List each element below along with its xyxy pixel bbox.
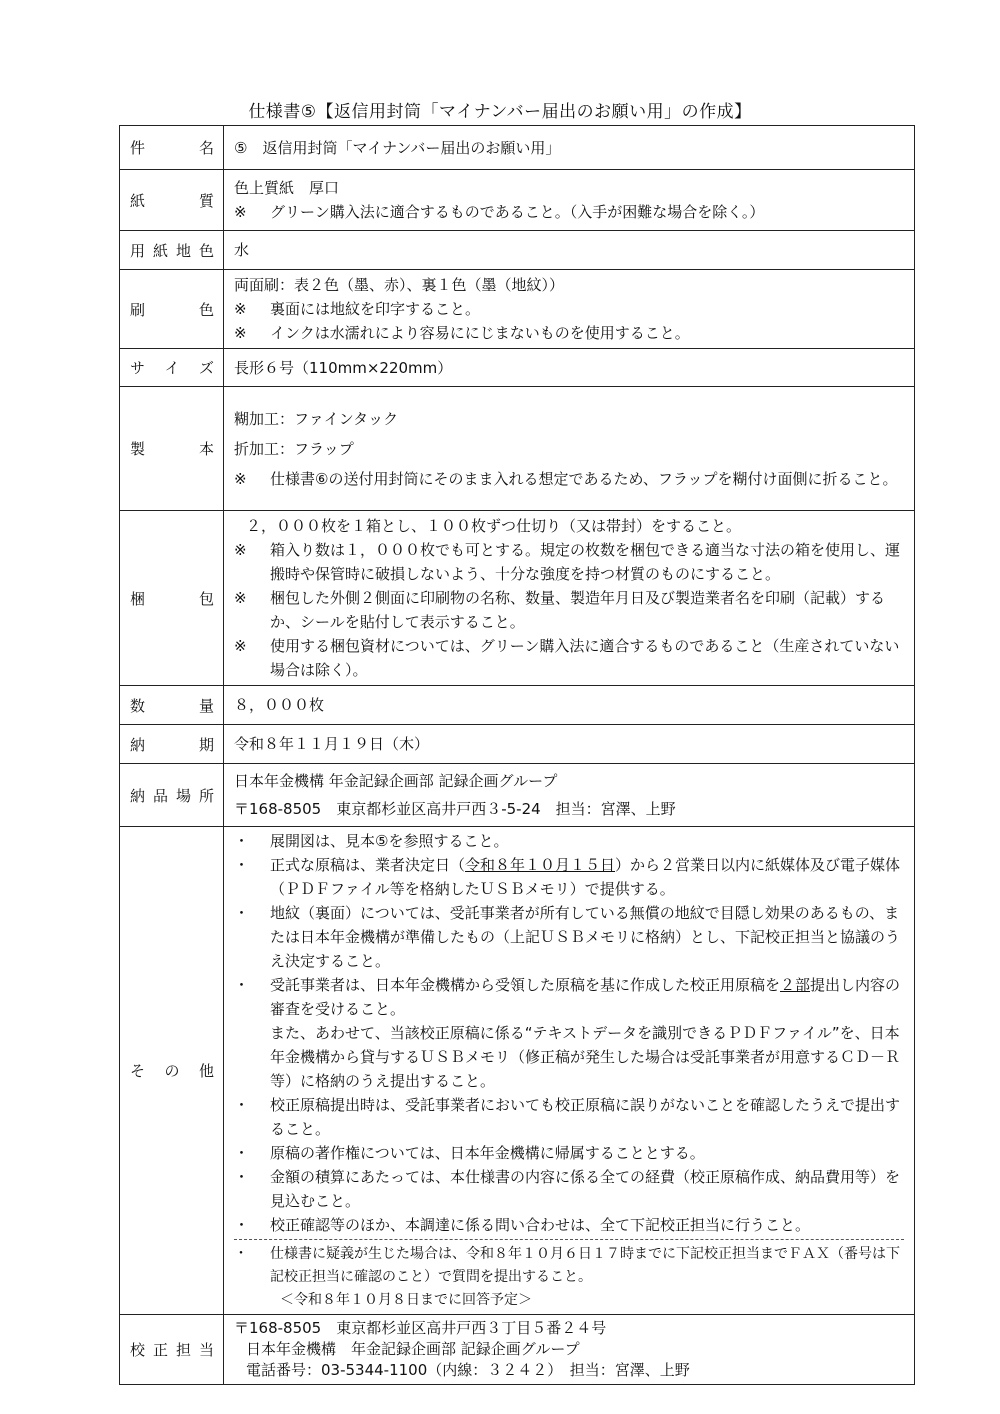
row-proof-contact (120, 1315, 915, 1385)
paper-type: 色上質紙 厚口 (234, 179, 340, 197)
bullet-text-part: 地紋（裏面）については、受託事業者が所有している無償の地紋で目隠し効果のあるもの、または日本年金機構が準備したもの（上記ＵＳＢメモリに格納）とし、下記校正担当と協議のうえ決定すること。 (270, 904, 901, 970)
label-text (130, 1339, 214, 1360)
delivery-org: 日本年金機構 年金記録企画部 記録企画グループ (234, 772, 558, 790)
print-color-spec: 両面刷：表２色（墨、赤）、裏１色（墨（地紋）） (234, 276, 565, 294)
value-paper-color: 水 (224, 231, 915, 270)
bullet-text-part: また、あわせて、当該校正原稿に係る“テキストデータを識別できるＰＤＦファイル”を、日本年金機構から貸与するＵＳＢメモリ（修正稿が発生した場合は受託事業者が用意するＣＤ－Ｒ等）に格納のうえ提出すること。 (270, 1024, 901, 1090)
bullet-text-part: 校正確認等のほか、本調達に係る問い合わせは、全て下記校正担当に行うこと。 (270, 1216, 811, 1234)
row-item-name (120, 126, 915, 170)
label-char: 製 (130, 440, 146, 458)
contact-phone: 電話番号：03-5344-1100（内線：３２４２） 担当：宮澤、上野 (246, 1361, 690, 1379)
bullet-text (270, 901, 904, 973)
bullet-mark: ・ (234, 856, 250, 874)
label-char: 色 (198, 300, 214, 319)
label-char: 紙 (130, 191, 146, 210)
bullet-text (270, 1021, 904, 1093)
answer-schedule: ＜令和８年１０月８日までに回答予定＞ (280, 1292, 532, 1308)
label-char: 納 (130, 786, 146, 805)
label-char: 当 (198, 1341, 214, 1359)
packing-note: ※ 箱入り数は１，０００枚でも可とする。規定の枚数を梱包できる適当な寸法の箱を使用し、運搬時や保管時に破損しないよう、十分な強度を持つ材質のものにすること。 (234, 541, 901, 583)
other-bullet (234, 1213, 904, 1237)
label-char: 包 (198, 589, 214, 608)
bullet-text (270, 1093, 904, 1141)
bullet-mark: ・ (234, 1096, 250, 1114)
label-char: 他 (198, 1062, 214, 1080)
divider (234, 1239, 904, 1240)
binding-glue: 糊加工：ファインタック (234, 409, 399, 428)
bullet-mark: ・ (234, 1168, 250, 1186)
row-binding (120, 387, 915, 511)
row-paper (120, 170, 915, 231)
value-delivery-date: 令和８年１１月１９日（木） (224, 725, 915, 764)
bullet-text-part: 正式な原稿は、業者決定日（ (270, 856, 466, 874)
bullet-mark (234, 1021, 270, 1093)
other-bullet (234, 1021, 904, 1093)
question-note: ・ 仕様書に疑義が生じた場合は、令和８年１０月６日１７時までに下記校正担当までＦＡＸ（番号は下記校正担当に確認のこと）で質問を提出すること。 (234, 1246, 900, 1285)
bullet-text (270, 853, 904, 901)
label-char: 質 (198, 191, 214, 210)
print-note: ※ 裏面には地紋を印字すること。 (234, 300, 481, 318)
label-char: そ (130, 1062, 146, 1080)
other-bullet (234, 853, 904, 901)
bullet-text-part: 展開図は、見本⑤を参照すること。 (270, 832, 509, 850)
document-title: 仕様書⑤【返信用封筒「マイナンバー届出のお願い用」の作成】 (248, 102, 752, 122)
paper-note: ※ グリーン購入法に適合するものであること。（入手が困難な場合を除く。） (234, 203, 765, 221)
print-note: ※ インクは水濡れにより容易ににじまないものを使用すること。 (234, 324, 690, 342)
label-char: 納 (130, 735, 146, 754)
label-char: の (164, 1062, 180, 1080)
binding-note: ※ 仕様書⑥の送付用封筒にそのまま入れる想定であるため、フラップを糊付け面側に折ること。 (234, 469, 898, 488)
label-char: 件 (130, 139, 146, 157)
bullet-mark: ・ (234, 1144, 250, 1162)
other-bullet (234, 1093, 904, 1141)
bullet-text (270, 829, 904, 853)
bullet-mark: ・ (234, 904, 250, 922)
label-text (130, 240, 214, 261)
row-delivery-date (120, 725, 915, 764)
label-text (130, 190, 214, 211)
bullet-text-part: 提出し内容の審査を受けること。 (270, 976, 901, 1018)
row-size (120, 349, 915, 387)
label-text (130, 734, 214, 755)
label-char: 名 (198, 139, 214, 157)
label-char: 紙 (152, 241, 168, 260)
delivery-address: 〒168-8505 東京都杉並区高井戸西３-5-24 担当：宮澤、上野 (234, 800, 676, 818)
label-char: 数 (130, 696, 146, 715)
label-text (130, 299, 214, 320)
label-text (130, 438, 214, 459)
bullet-text (270, 1213, 904, 1237)
other-bullet (234, 1141, 904, 1165)
label-char: 正 (152, 1341, 168, 1359)
packing-note: ※ 梱包した外側２側面に印刷物の名称、数量、製造年月日及び製造業者名を印刷（記載）するか、シールを貼付して表示すること。 (234, 589, 886, 631)
label-char: 担 (175, 1341, 191, 1359)
other-bullets (234, 829, 904, 1237)
row-packing (120, 511, 915, 686)
label-char: 梱 (130, 589, 146, 608)
bullet-text (270, 973, 904, 1021)
label-char: サ (130, 359, 146, 377)
bullet-text-part: ）から２営業日以内に紙媒体及び電子媒体（ＰＤＦファイル等を格納したＵＳＢメモリ）で提供する。 (270, 856, 901, 898)
bullet-text (270, 1141, 904, 1165)
bullet-text-part: ２部 (780, 976, 811, 994)
label-char: 量 (198, 696, 214, 715)
label-char: 色 (198, 241, 214, 260)
other-bullet (234, 901, 904, 973)
contact-org: 日本年金機構 年金記録企画部 記録企画グループ (246, 1340, 580, 1358)
row-quantity (120, 686, 915, 725)
label-char: 用 (130, 241, 146, 260)
value-item-name: ⑤ 返信用封筒「マイナンバー届出のお願い用」 (224, 126, 915, 170)
bullet-text-part: 受託事業者は、日本年金機構から受領した原稿を基に作成した校正用原稿を (270, 976, 781, 994)
bullet-mark: ・ (234, 976, 250, 994)
bullet-text-part: 令和８年１０月１５日 (465, 856, 616, 874)
value-size: 長形６号（110mm×220mm） (224, 349, 915, 387)
other-bullet (234, 973, 904, 1021)
binding-fold: 折加工：フラップ (234, 439, 354, 458)
label-char: 地 (175, 241, 191, 260)
label-char: ズ (198, 359, 214, 377)
label-char: イ (164, 359, 180, 377)
label-text (130, 695, 214, 716)
label-item-name (120, 126, 224, 170)
other-bullet (234, 829, 904, 853)
label-char: 期 (198, 735, 214, 754)
label-text (130, 137, 214, 158)
label-text (130, 588, 214, 609)
bullet-text-part: 金額の積算にあたっては、本仕様書の内容に係る全ての経費（校正原稿作成、納品費用等）を見込むこと。 (270, 1168, 901, 1210)
bullet-mark: ・ (234, 832, 250, 850)
value-quantity: ８，０００枚 (224, 686, 915, 725)
row-other (120, 827, 915, 1315)
other-bullet (234, 1165, 904, 1213)
label-char: 校 (130, 1341, 146, 1359)
label-char: 所 (198, 786, 214, 805)
contact-address: 〒168-8505 東京都杉並区高井戸西３丁目５番２４号 (234, 1319, 607, 1337)
row-delivery-place (120, 764, 915, 827)
label-char: 場 (175, 786, 191, 805)
label-char: 刷 (130, 300, 146, 319)
packing-note: ※ 使用する梱包資材については、グリーン購入法に適合するものであること（生産されていない場合は除く）。 (234, 637, 900, 679)
bullet-text-part: 原稿の著作権については、日本年金機構に帰属することとする。 (270, 1144, 705, 1162)
label-text (130, 785, 214, 806)
bullet-text-part: 校正原稿提出時は、受託事業者においても校正原稿に誤りがないことを確認したうえで提出すること。 (270, 1096, 901, 1138)
label-char: 本 (198, 440, 214, 458)
spec-table (119, 125, 915, 1385)
row-print-color (120, 270, 915, 349)
bullet-mark: ・ (234, 1216, 250, 1234)
label-char: 品 (152, 786, 168, 805)
label-text (130, 357, 214, 378)
bullet-text (270, 1165, 904, 1213)
packing-main: ２，０００枚を１箱とし、１００枚ずつ仕切り（又は帯封）をすること。 (246, 517, 742, 535)
label-text (130, 1060, 214, 1081)
row-paper-color (120, 231, 915, 270)
